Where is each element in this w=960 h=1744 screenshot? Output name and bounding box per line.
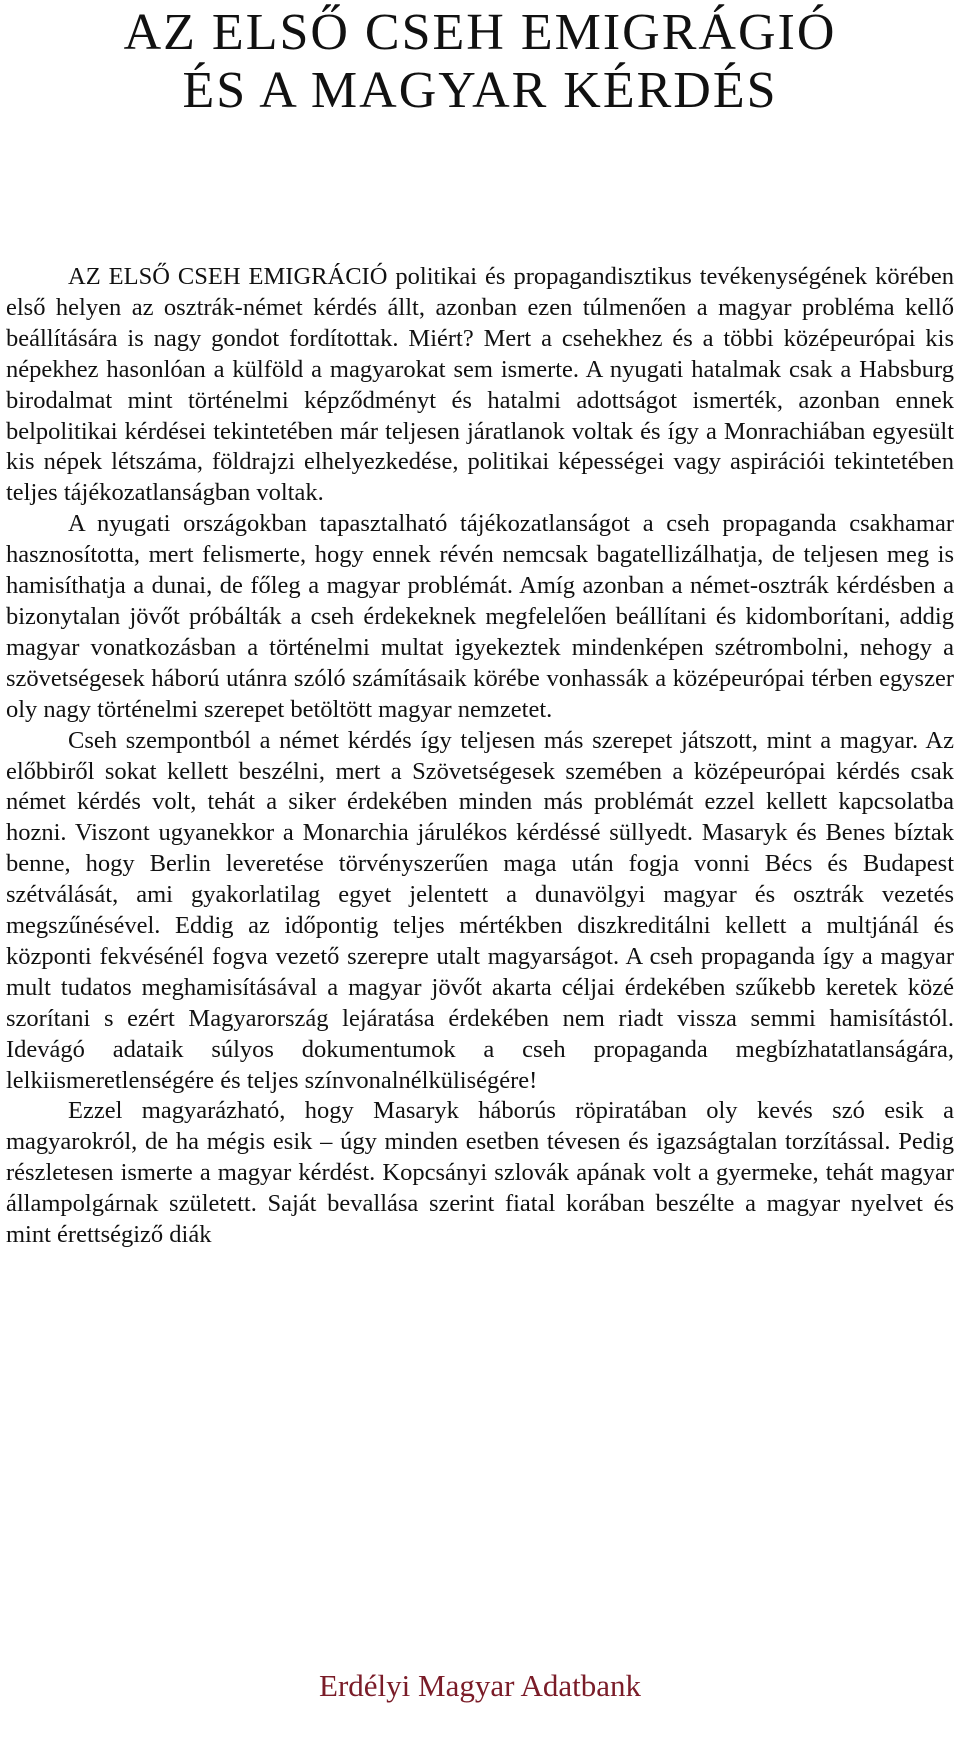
paragraph-2: A nyugati országokban tapasztalható tájékozatlanságot a cseh propaganda csakhamar hasznosította, mert felismerte, hogy ennek révén nemcsak bagatellizálhatja, de teljesen meg is hamisíthatja a dunai, de főleg a magyar problémát. Amíg azonban a német-osztrák kérdésben a bizonytalan jövőt próbálták a cseh érdekeknek megfelelően beállítani és kidomborítani, addig magyar vonatkozásban a történelmi multat igyekeztek mindenképen szétrombolni, nehogy a szövetségesek háború utánra szóló számításaik körébe vonhassák a középeurópai térben egyszer oly nagy történelmi szerepet betöltött magyar nemzetet.	[6, 510, 954, 723]
title-line-2: ÉS A MAGYAR KÉRDÉS	[182, 62, 778, 119]
page-title	[0, 4, 960, 120]
title-line-1: AZ ELSŐ CSEH EMIGRÁGIÓ	[123, 4, 837, 61]
body-text	[6, 262, 954, 1251]
paragraph-3: Cseh szempontból a német kérdés így teljesen más szerepet játszott, mint a magyar. Az előbbiről sokat kellett beszélni, mert a Szövetségesek szemében a középeurópai kérdés csak német kérdés volt, tehát a siker érdekében minden más problémát ezzel kellett kapcsolatba hozni. Viszont ugyanekkor a Monarchia járulékos kérdéssé süllyedt. Masaryk és Benes bíztak benne, hogy Berlin leveretése törvényszerűen maga után fogja vonni Bécs és Budapest szétválását, ami gyakorlatilag egyet jelentett a dunavölgyi magyar és osztrák vezetés megszűnésével. Eddig az időpontig teljes mértékben diszkreditálni kellett a multjánál és központi fekvésénél fogva vezető szerepre utalt magyarságot. A cseh propaganda így a magyar mult tudatos meghamisításával a magyar jövőt akarta céljai érdekében szűkebb keretek közé szorítani s ezért Magyarország lejáratása érdekében nem riadt vissza semmi hamisítástól. Idevágó adataik súlyos dokumentumok a cseh propaganda megbízhatatlanságára, lelkiismeretlenségére és teljes színvonalnélküliségére!	[6, 726, 954, 1094]
paragraph-4: Ezzel magyarázható, hogy Masaryk háborús röpiratában oly kevés szó esik a magyarokról, de ha mégis esik – úgy minden esetben tévesen és igazságtalan torzítással. Pedig részletesen ismerte a magyar kérdést. Kopcsányi szlovák apának volt a gyermeke, tehát magyar állampolgárnak született. Saját bevallása szerint fiatal korában beszélte a magyar nyelvet és mint érettségiző diák	[6, 1097, 954, 1249]
footer-source-label: Erdélyi Magyar Adatbank	[319, 1668, 641, 1703]
paragraph-1: AZ ELSŐ CSEH EMIGRÁCIÓ politikai és propagandisztikus tevékenységének körében első helyen az osztrák-német kérdés állt, azonban ezen túlmenően a magyar probléma kellő beállítására is nagy gondot fordítottak. Miért? Mert a csehekhez és a többi középeurópai kis népekhez hasonlóan a külföld a magyarokat sem ismerte. A nyugati hatalmak csak a Habsburg birodalmat mint történelmi képződményt és hatalmi adottságot ismerték, azonban ennek belpolitikai kérdései tekintetében már teljesen járatlanok voltak és így a Monrachiában egyesült kis népek létszáma, földrajzi elhelyezkedése, politikai képességei vagy aspirációi tekintetében teljes tájékozatlanságban voltak.	[6, 263, 954, 507]
